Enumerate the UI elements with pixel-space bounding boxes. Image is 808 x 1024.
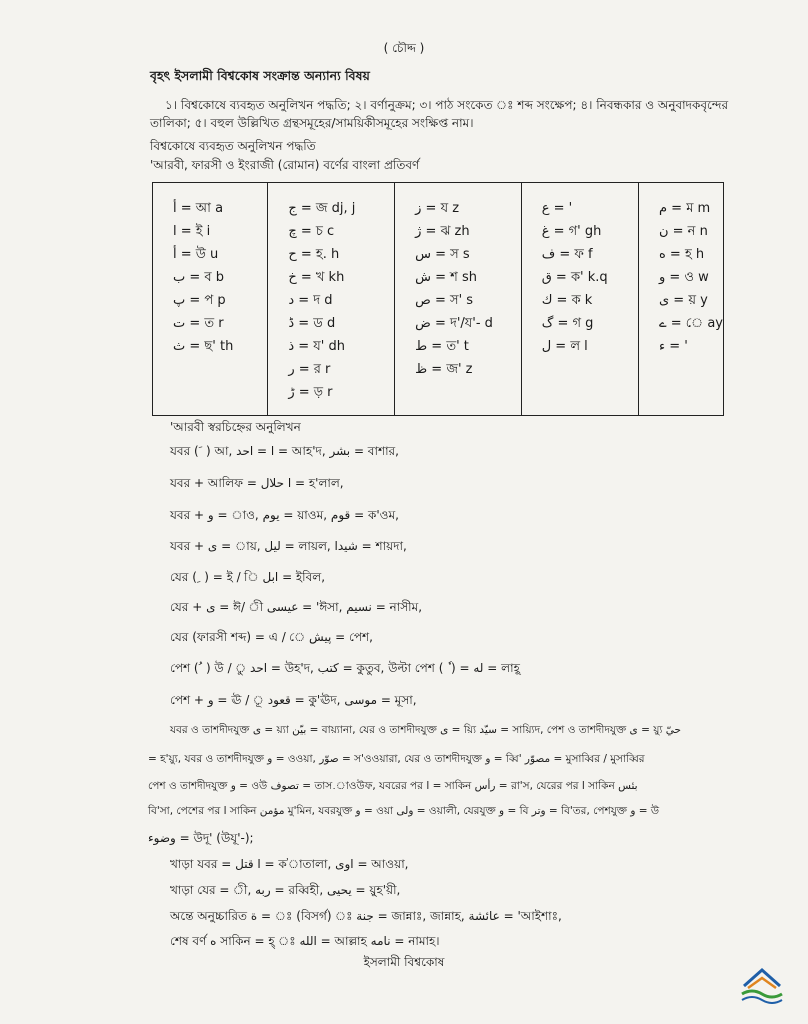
table-cell: أ = আ a xyxy=(173,201,224,216)
rule-line: যবর + আলিফ = ا حلال = হ'লাল, xyxy=(170,476,344,490)
intro-line-1: ১। বিশ্বকোষে ব্যবহৃত অনুলিখন পদ্ধতি; ২। বর্ণানুক্রম; ৩। পাঠ সংকেত ঃ শব্দ সংক্ষেপ; ৪। নিবন্ধকার ও অনুবাদকবৃন্দের xyxy=(165,98,729,112)
table-cell: ث = ছ' th xyxy=(173,339,234,354)
table-column-4 xyxy=(521,183,638,416)
publisher-logo-icon xyxy=(740,964,784,1004)
table-cell: ى = য় y xyxy=(658,293,708,308)
logo-wave-icon xyxy=(742,991,782,997)
vowel-heading: 'আরবী স্বরচিহ্নের অনুলিখন xyxy=(170,420,301,434)
table-cell: ج = জ dj, j xyxy=(288,201,356,216)
table-cell: ش = শ sh xyxy=(415,270,478,285)
rule-line: পেশ + و = ঊ / ূ قعود = কু'ঊদ, موسى = মূসা, xyxy=(170,693,417,707)
table-cell: ڈ = ড d xyxy=(288,316,336,331)
rule-line: যবর ও তাশদীদযুক্ত ى = য়্যা بيّن = বায়্যানা, যের ও তাশদীদযুক্ত ى = য়্যি سيّد = সায়্যিদ, পেশ ও তাশদীদযুক্ত ى = য়্যু حيّ xyxy=(170,724,682,736)
table-cell: ط = ত' t xyxy=(415,339,469,354)
table-cell: م = ম m xyxy=(658,201,711,216)
table-cell: ڑ = ড় r xyxy=(288,385,333,400)
subhead-transliteration: বিশ্বকোষে ব্যবহৃত অনুলিখন পদ্ধতি xyxy=(150,139,316,153)
rule-line: যের ( ِ ) = ই / ি ابل = ইবিল, xyxy=(170,570,326,584)
page-heading: বৃহৎ ইসলামী বিশ্বকোষ সংক্রান্ত অন্যান্য বিষয় xyxy=(150,68,370,83)
table-cell: ظ = জ' z xyxy=(415,362,473,377)
rule-line: যবর ( َ ) আ, ا = احد = আহ'দ, بشر = বাশার, xyxy=(170,444,399,458)
table-column-1 xyxy=(153,183,268,416)
rule-line: অন্তে অনুচ্চারিত ة = ঃ (বিসর্গ) ঃ جنة = জান্নাঃ, জান্নাহ, عائشة = 'আইশাঃ, xyxy=(170,909,562,923)
table-cell: ء = ' xyxy=(658,339,688,354)
rule-line: যবর + و = াও, يوم = য়াওম, قوم = ক'ওম, xyxy=(170,508,399,522)
transliteration-table xyxy=(152,182,724,416)
table-cell: ژ = ঝ zh xyxy=(415,224,470,239)
table-cell: غ = গ' gh xyxy=(541,224,602,239)
table-cell: چ = চ c xyxy=(288,224,335,239)
rule-line: পেশ ( ُ ) উ / ু احد = উহ'দ, كتب = কুতুব, উল্টা পেশ ( ٗ ) = له = লাহূ xyxy=(170,661,520,675)
table-cell: ن = ন n xyxy=(658,224,708,239)
footer-title: ইসলামী বিশ্বকোষ xyxy=(363,955,445,969)
rule-line: = হ'য়্যু, যবর ও তাশদীদযুক্ত و = ওওয়া, صوّر = স'ওওয়ারা, যের ও তাশদীদযুক্ত و = ব্বি' مصوّر = মুসাব্বির / মুসাব্বির xyxy=(148,753,645,765)
table-cell: ص = স' s xyxy=(415,293,474,308)
table-cell: ف = ফ f xyxy=(541,247,593,262)
rule-line: শেষ বর্ণ ه সাকিন = হ্ ঃ الله = আল্লাহ نامه = নামাহ। xyxy=(170,934,440,948)
table-cell: ض = দ'/য'- d xyxy=(415,316,493,331)
table-column-2 xyxy=(268,183,395,416)
table-cell: ا = ই i xyxy=(173,224,211,239)
table-cell: د = দ d xyxy=(288,293,333,308)
table-cell: ح = হ. h xyxy=(288,247,340,262)
rule-line: বি'সা, পেশের পর ا সাকিন مؤمن মু'মিন, যবরযুক্ত و = ওয়া ولى = ওয়ালী, যেরযুক্ত و = বি وتر = বি'তর, পেশযুক্ত و = উ xyxy=(148,805,660,817)
table-cell: ب = ব b xyxy=(173,270,225,285)
table-cell: أ = উ u xyxy=(173,247,219,262)
table-cell: ذ = য' dh xyxy=(288,339,345,354)
table-column-5 xyxy=(638,183,723,416)
table-cell: ل = ল l xyxy=(541,339,588,354)
table-cell: ق = ক' k.q xyxy=(541,270,608,285)
table-cell: ے = ে ay xyxy=(658,316,723,331)
table-cell: گ = গ g xyxy=(541,316,594,331)
table-cell: ت = ত r xyxy=(173,316,224,331)
rule-line: পেশ ও তাশদীদযুক্ত و = ওউ تصوف = তাস.াওউফ, যবরের পর ا = সাকিন رأس = রা'স, যেরের পর ا সাকিন بئس xyxy=(148,780,638,792)
table-column-3 xyxy=(395,183,522,416)
rule-line: যের + ى = ঈ/ ী عيسى = 'ঈসা, نسيم = নাসীম, xyxy=(170,600,423,614)
table-cell: پ = প p xyxy=(173,293,226,308)
table-cell: س = স s xyxy=(415,247,470,262)
table-cell: ر = র r xyxy=(288,362,331,377)
rule-line: খাড়া যবর = ا قتل = ক'াতালা, اوى = আওয়া, xyxy=(170,857,409,871)
table-cell: و = ও w xyxy=(658,270,709,285)
table-cell: ع = ' xyxy=(541,201,573,216)
table-cell: ه = হ h xyxy=(658,247,705,262)
page-number: ( চৌদ্দ ) xyxy=(383,41,425,55)
rule-line: যের (ফারসী শব্দ) = এ / ে پيش = পেশ, xyxy=(170,630,373,644)
table-cell: ك = ক k xyxy=(541,293,593,308)
rule-line: যবর + ى = ায়, ليل = লায়ল, شيدا = শায়দা, xyxy=(170,539,407,553)
rule-line: খাড়া যের = ী, ربه = রব্বিহী, يحيى = য়ুহ'য়ী, xyxy=(170,883,401,897)
rule-line: وضوء = উদূ' (উযূ'-); xyxy=(148,831,254,845)
subhead-letter-table: 'আরবী, ফারসী ও ইংরাজী (রোমান) বর্ণের বাংলা প্রতিবর্ণ xyxy=(150,158,420,172)
table-cell: ز = য z xyxy=(415,201,460,216)
intro-line-2: তালিকা; ৫। বহুল উল্লিখিত গ্রন্থসমূহের/সাময়িকীসমূহের সংক্ষিপ্ত নাম। xyxy=(150,116,474,130)
table-cell: خ = খ kh xyxy=(288,270,345,285)
